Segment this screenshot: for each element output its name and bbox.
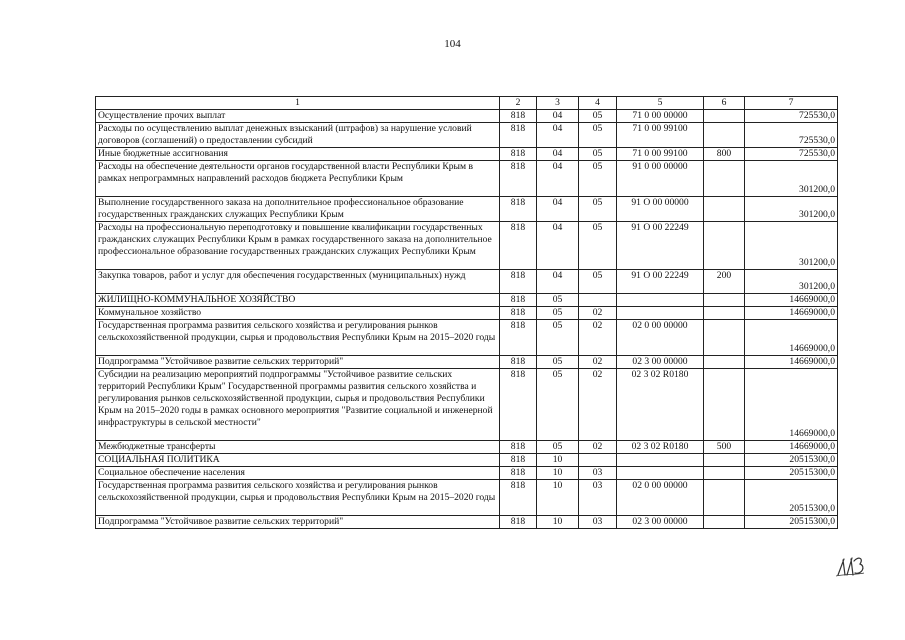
row-subsection-cell: 02 bbox=[579, 356, 617, 369]
row-subsection-cell: 05 bbox=[579, 270, 617, 294]
row-amount-cell: 14669000,0 bbox=[745, 441, 838, 454]
row-code-cell: 818 bbox=[500, 320, 537, 356]
row-expense-type-cell bbox=[704, 123, 745, 148]
row-expense-type-cell bbox=[704, 454, 745, 467]
row-section-cell: 05 bbox=[537, 294, 579, 307]
table-header-row bbox=[96, 97, 838, 110]
row-expense-type-cell bbox=[704, 307, 745, 320]
row-amount-cell: 725530,0 bbox=[745, 110, 838, 123]
row-code-cell: 818 bbox=[500, 148, 537, 161]
row-name-cell: Осуществление прочих выплат bbox=[96, 110, 500, 123]
row-expense-type-cell: 800 bbox=[704, 148, 745, 161]
row-code-cell: 818 bbox=[500, 454, 537, 467]
row-name-cell: ЖИЛИЩНО-КОММУНАЛЬНОЕ ХОЗЯЙСТВО bbox=[96, 294, 500, 307]
table-row bbox=[96, 516, 838, 529]
table-row bbox=[96, 161, 838, 197]
row-name-cell: Выполнение государственного заказа на дополнительное профессиональное образование государственных гражданских служащих Республики Крым bbox=[96, 197, 500, 222]
table-row bbox=[96, 307, 838, 320]
row-expense-type-cell bbox=[704, 320, 745, 356]
row-code-cell: 818 bbox=[500, 480, 537, 516]
table-row bbox=[96, 197, 838, 222]
row-subsection-cell: 05 bbox=[579, 148, 617, 161]
page-number: 104 bbox=[444, 38, 461, 50]
row-target-article-cell bbox=[617, 467, 704, 480]
table-row bbox=[96, 441, 838, 454]
row-name-cell: Социальное обеспечение населения bbox=[96, 467, 500, 480]
row-name-cell: Коммунальное хозяйство bbox=[96, 307, 500, 320]
row-target-article-cell: 02 0 00 00000 bbox=[617, 320, 704, 356]
row-subsection-cell: 03 bbox=[579, 516, 617, 529]
row-name-cell: Государственная программа развития сельского хозяйства и регулирования рынков сельскохозяйственной продукции, сырья и продовольствия Республики Крым на 2015–2020 годы bbox=[96, 320, 500, 356]
row-target-article-cell bbox=[617, 307, 704, 320]
row-amount-cell: 725530,0 bbox=[745, 123, 838, 148]
row-subsection-cell: 02 bbox=[579, 369, 617, 441]
table-row bbox=[96, 369, 838, 441]
row-section-cell: 04 bbox=[537, 161, 579, 197]
row-subsection-cell: 02 bbox=[579, 307, 617, 320]
row-section-cell: 05 bbox=[537, 441, 579, 454]
row-target-article-cell: 02 3 00 00000 bbox=[617, 356, 704, 369]
row-code-cell: 818 bbox=[500, 161, 537, 197]
row-name-cell: Государственная программа развития сельского хозяйства и регулирования рынков сельскохозяйственной продукции, сырья и продовольствия Республики Крым на 2015–2020 годы bbox=[96, 480, 500, 516]
table-row bbox=[96, 222, 838, 270]
row-target-article-cell: 91 О 00 22249 bbox=[617, 270, 704, 294]
row-target-article-cell: 91 0 00 00000 bbox=[617, 161, 704, 197]
row-code-cell: 818 bbox=[500, 222, 537, 270]
header-cell: 6 bbox=[704, 97, 745, 110]
row-expense-type-cell: 500 bbox=[704, 441, 745, 454]
header-cell: 4 bbox=[579, 97, 617, 110]
row-section-cell: 04 bbox=[537, 270, 579, 294]
row-target-article-cell: 02 3 02 R0180 bbox=[617, 441, 704, 454]
table-row bbox=[96, 454, 838, 467]
header-cell: 2 bbox=[500, 97, 537, 110]
row-section-cell: 05 bbox=[537, 307, 579, 320]
row-expense-type-cell bbox=[704, 516, 745, 529]
row-code-cell: 818 bbox=[500, 307, 537, 320]
row-target-article-cell: 02 3 00 00000 bbox=[617, 516, 704, 529]
row-amount-cell: 301200,0 bbox=[745, 222, 838, 270]
table-row bbox=[96, 148, 838, 161]
row-code-cell: 818 bbox=[500, 516, 537, 529]
row-expense-type-cell bbox=[704, 161, 745, 197]
table-row bbox=[96, 270, 838, 294]
row-code-cell: 818 bbox=[500, 441, 537, 454]
row-name-cell: Закупка товаров, работ и услуг для обеспечения государственных (муниципальных) нужд bbox=[96, 270, 500, 294]
row-name-cell: Расходы на профессиональную переподготовку и повышение квалификации государственных гражданских служащих Республики Крым в рамках государственного заказа на дополнительное профессиональное образование государственных гражданских служащих Республики Крым bbox=[96, 222, 500, 270]
row-target-article-cell bbox=[617, 454, 704, 467]
row-section-cell: 05 bbox=[537, 320, 579, 356]
row-subsection-cell: 02 bbox=[579, 441, 617, 454]
row-section-cell: 04 bbox=[537, 197, 579, 222]
row-code-cell: 818 bbox=[500, 294, 537, 307]
row-expense-type-cell bbox=[704, 110, 745, 123]
row-code-cell: 818 bbox=[500, 110, 537, 123]
row-code-cell: 818 bbox=[500, 197, 537, 222]
table-row bbox=[96, 320, 838, 356]
row-target-article-cell: 91 О 00 00000 bbox=[617, 197, 704, 222]
row-amount-cell: 14669000,0 bbox=[745, 307, 838, 320]
row-subsection-cell: 05 bbox=[579, 123, 617, 148]
row-section-cell: 04 bbox=[537, 148, 579, 161]
row-name-cell: Расходы на обеспечение деятельности органов государственной власти Республики Крым в рамках непрограммных направлений расходов бюджета Республики Крым bbox=[96, 161, 500, 197]
row-amount-cell: 301200,0 bbox=[745, 197, 838, 222]
row-expense-type-cell bbox=[704, 356, 745, 369]
row-name-cell: Расходы по осуществлению выплат денежных взысканий (штрафов) за нарушение условий договоров (соглашений) о предоставлении субсидий bbox=[96, 123, 500, 148]
row-expense-type-cell bbox=[704, 197, 745, 222]
row-amount-cell: 301200,0 bbox=[745, 270, 838, 294]
row-section-cell: 10 bbox=[537, 467, 579, 480]
row-subsection-cell: 02 bbox=[579, 320, 617, 356]
row-subsection-cell: 03 bbox=[579, 480, 617, 516]
row-name-cell: Подпрограмма "Устойчивое развитие сельских территорий" bbox=[96, 516, 500, 529]
row-subsection-cell bbox=[579, 294, 617, 307]
row-code-cell: 818 bbox=[500, 356, 537, 369]
row-name-cell: Подпрограмма "Устойчивое развитие сельских территорий" bbox=[96, 356, 500, 369]
row-expense-type-cell: 200 bbox=[704, 270, 745, 294]
row-expense-type-cell bbox=[704, 294, 745, 307]
row-amount-cell: 20515300,0 bbox=[745, 480, 838, 516]
row-expense-type-cell bbox=[704, 369, 745, 441]
row-section-cell: 10 bbox=[537, 454, 579, 467]
row-subsection-cell bbox=[579, 454, 617, 467]
row-target-article-cell: 71 0 00 99100 bbox=[617, 123, 704, 148]
row-amount-cell: 14669000,0 bbox=[745, 369, 838, 441]
row-amount-cell: 20515300,0 bbox=[745, 467, 838, 480]
row-target-article-cell: 71 0 00 99100 bbox=[617, 148, 704, 161]
row-section-cell: 05 bbox=[537, 369, 579, 441]
row-section-cell: 04 bbox=[537, 110, 579, 123]
row-amount-cell: 725530,0 bbox=[745, 148, 838, 161]
budget-table bbox=[95, 96, 838, 529]
row-subsection-cell: 05 bbox=[579, 161, 617, 197]
row-amount-cell: 20515300,0 bbox=[745, 454, 838, 467]
row-target-article-cell: 91 О 00 22249 bbox=[617, 222, 704, 270]
row-code-cell: 818 bbox=[500, 369, 537, 441]
row-name-cell: СОЦИАЛЬНАЯ ПОЛИТИКА bbox=[96, 454, 500, 467]
row-section-cell: 04 bbox=[537, 123, 579, 148]
table-row bbox=[96, 123, 838, 148]
header-cell: 1 bbox=[96, 97, 500, 110]
row-target-article-cell: 02 0 00 00000 bbox=[617, 480, 704, 516]
row-amount-cell: 14669000,0 bbox=[745, 320, 838, 356]
row-subsection-cell: 05 bbox=[579, 222, 617, 270]
row-target-article-cell: 02 3 02 R0180 bbox=[617, 369, 704, 441]
row-code-cell: 818 bbox=[500, 467, 537, 480]
row-amount-cell: 14669000,0 bbox=[745, 356, 838, 369]
row-expense-type-cell bbox=[704, 467, 745, 480]
table-row bbox=[96, 110, 838, 123]
row-subsection-cell: 05 bbox=[579, 197, 617, 222]
row-name-cell: Межбюджетные трансферты bbox=[96, 441, 500, 454]
row-section-cell: 10 bbox=[537, 480, 579, 516]
row-section-cell: 05 bbox=[537, 356, 579, 369]
row-expense-type-cell bbox=[704, 222, 745, 270]
table-row bbox=[96, 356, 838, 369]
row-target-article-cell bbox=[617, 294, 704, 307]
row-code-cell: 818 bbox=[500, 123, 537, 148]
row-amount-cell: 301200,0 bbox=[745, 161, 838, 197]
row-expense-type-cell bbox=[704, 480, 745, 516]
row-code-cell: 818 bbox=[500, 270, 537, 294]
row-subsection-cell: 03 bbox=[579, 467, 617, 480]
header-cell: 7 bbox=[745, 97, 838, 110]
row-name-cell: Иные бюджетные ассигнования bbox=[96, 148, 500, 161]
row-amount-cell: 14669000,0 bbox=[745, 294, 838, 307]
table-row bbox=[96, 467, 838, 480]
header-cell: 3 bbox=[537, 97, 579, 110]
row-name-cell: Субсидии на реализацию мероприятий подпрограммы "Устойчивое развитие сельских территорий Республики Крым" Государственной программы развития сельского хозяйства и регулирования рынков сельскохозяйственной продукции, сырья и продовольствия Республики Крым на 2015–2020 годы в рамках основного мероприятия "Развитие социальной и инженерной инфраструктуры в сельской местности" bbox=[96, 369, 500, 441]
row-amount-cell: 20515300,0 bbox=[745, 516, 838, 529]
header-cell: 5 bbox=[617, 97, 704, 110]
row-target-article-cell: 71 0 00 00000 bbox=[617, 110, 704, 123]
table-row bbox=[96, 480, 838, 516]
row-section-cell: 10 bbox=[537, 516, 579, 529]
handwritten-page-mark bbox=[836, 555, 866, 577]
row-section-cell: 04 bbox=[537, 222, 579, 270]
row-subsection-cell: 05 bbox=[579, 110, 617, 123]
table-row bbox=[96, 294, 838, 307]
